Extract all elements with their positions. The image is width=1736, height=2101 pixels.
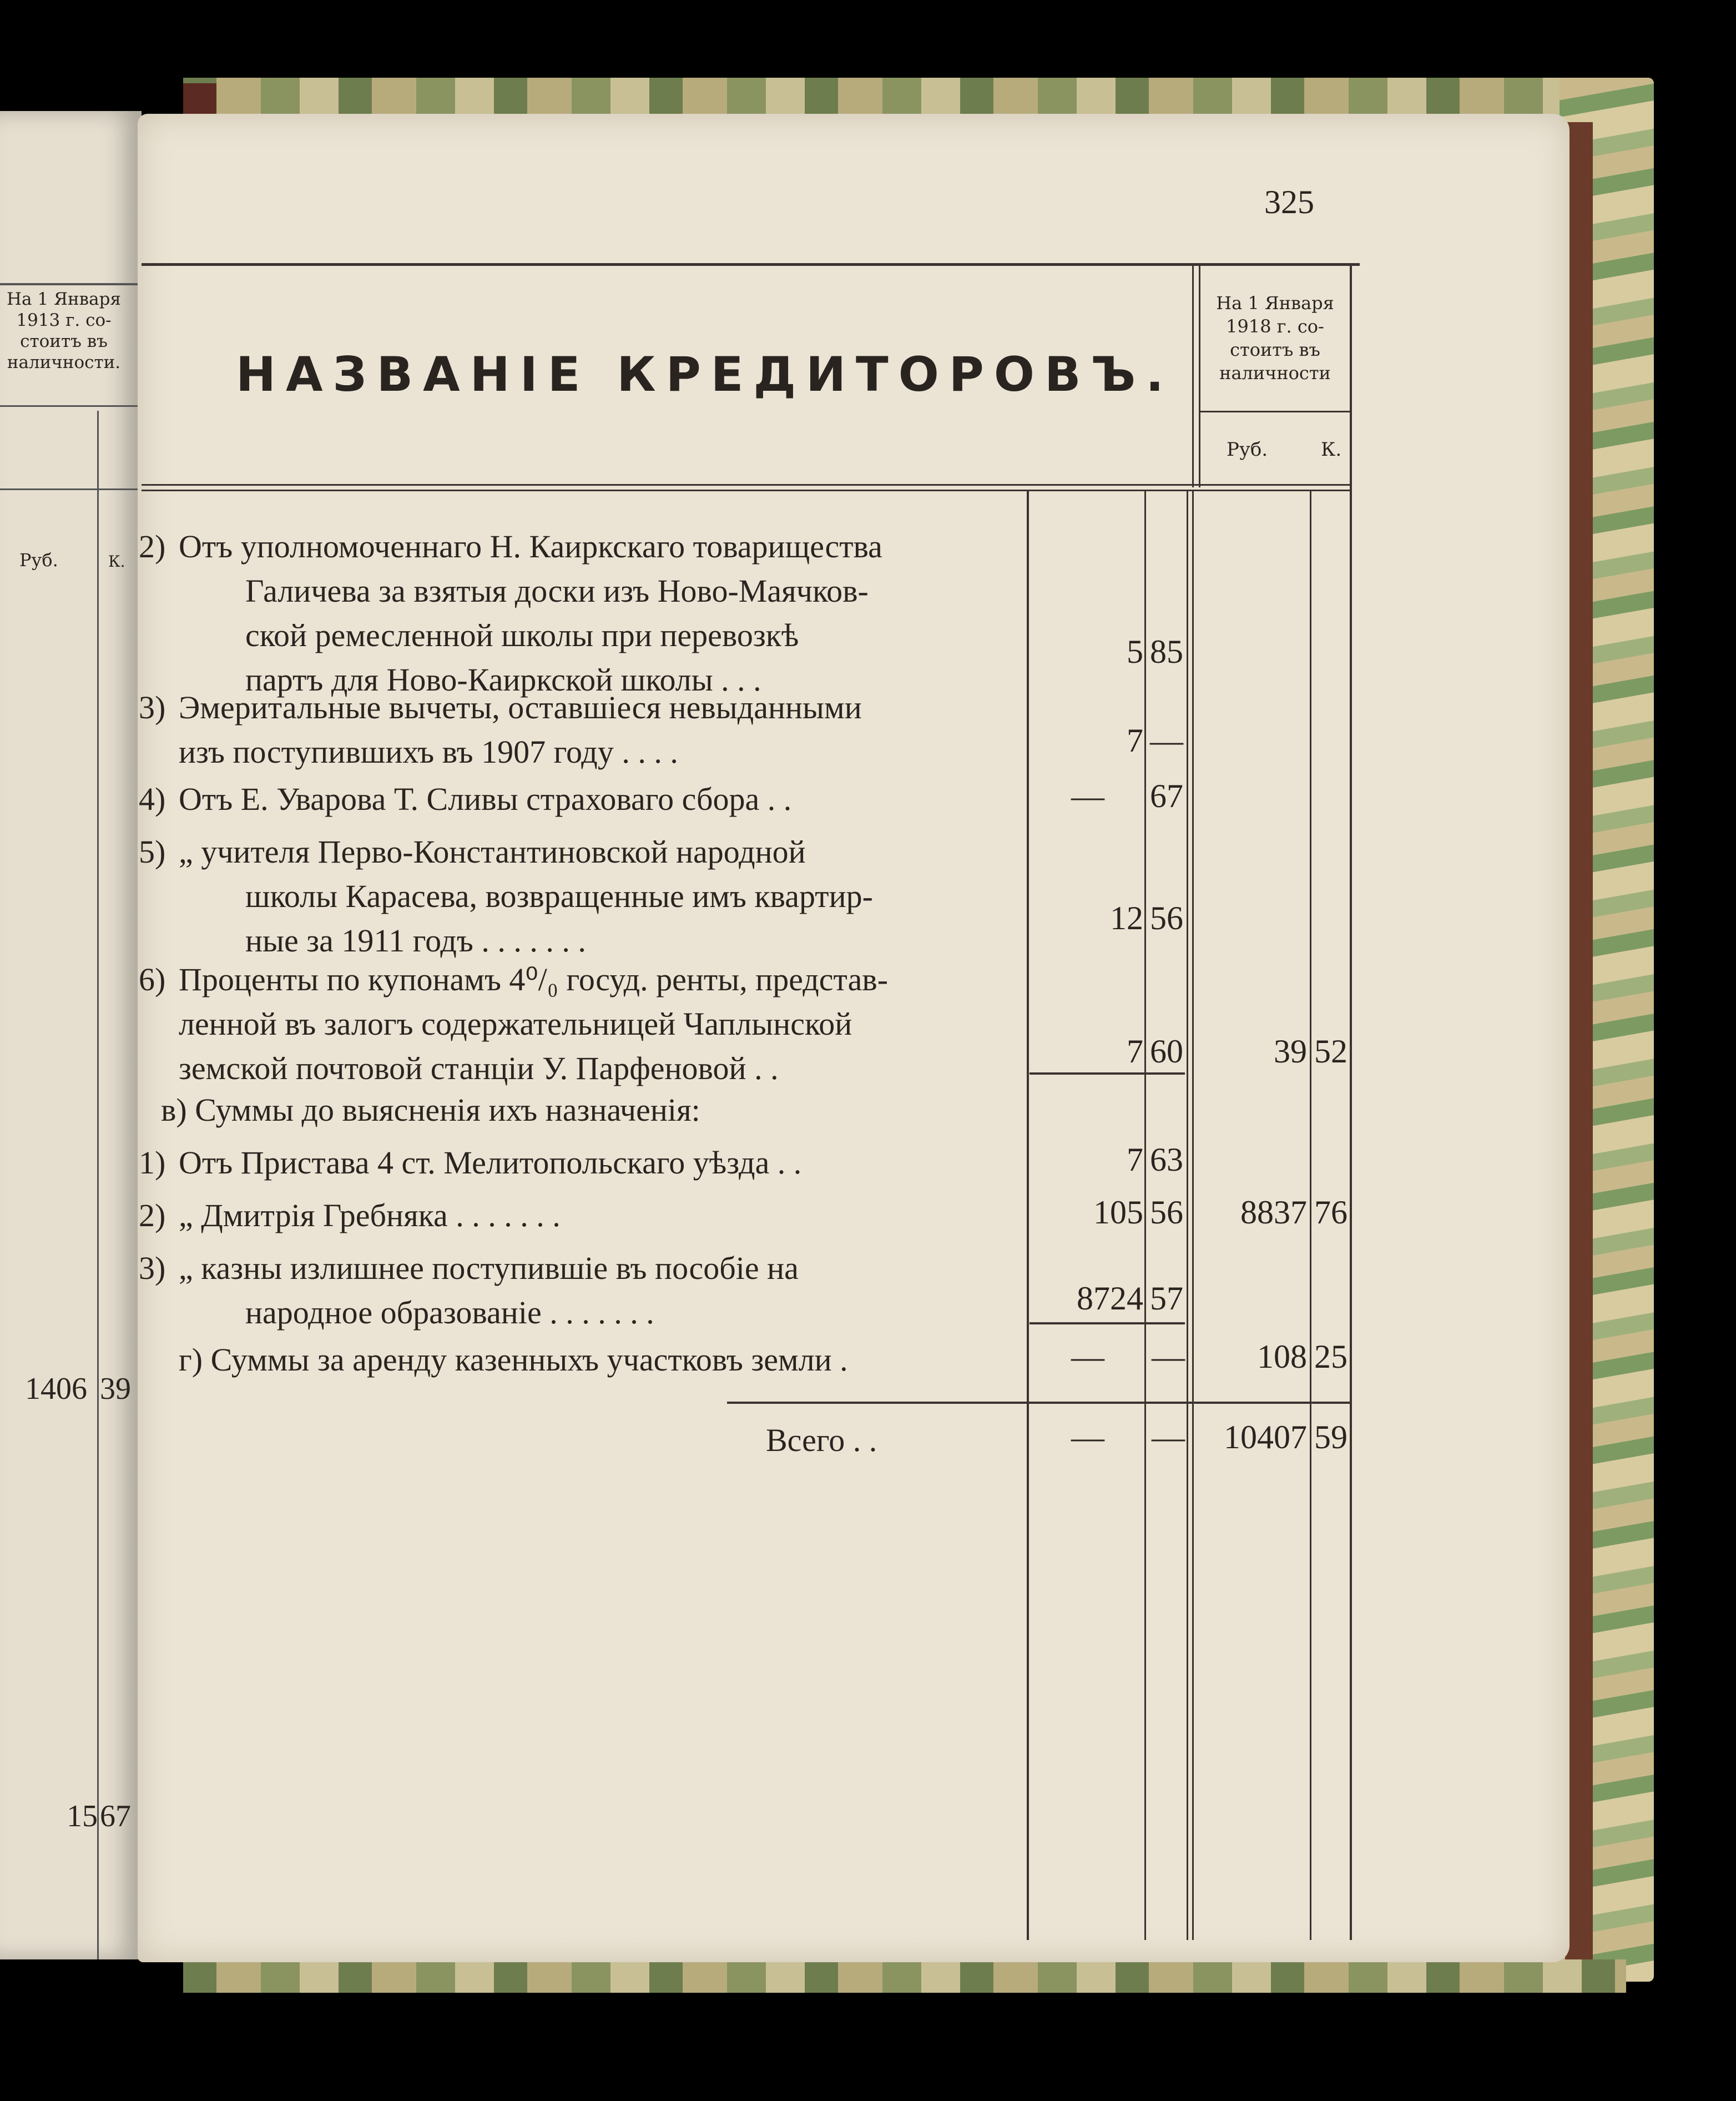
text-line: народное образованіе . . . . . . . [245, 1294, 654, 1331]
text-line: Отъ Е. Уварова Т. Сливы страховаго сбора . . [179, 781, 792, 817]
row-text [179, 686, 1144, 774]
text-line: в) Суммы до выясненія ихъ назначенія: [161, 1092, 700, 1128]
amount-rub: 12 [1110, 900, 1143, 936]
table-title: НАЗВАНІЕ КРЕДИТОРОВЪ. [236, 347, 1174, 402]
total-kop: 59 [1314, 1419, 1348, 1455]
amount-kop: 67 [100, 1799, 131, 1833]
header-line: На 1 Января [7, 289, 121, 309]
text-line: Отъ уполномоченнаго Н. Каиркскаго товарищества [179, 528, 882, 565]
header-line: стоитъ въ [20, 331, 108, 351]
total-row [766, 1418, 877, 1463]
rub-label: Руб. [19, 550, 58, 571]
rule [142, 263, 1360, 266]
sum-rule [1030, 1322, 1185, 1324]
row-label: 2) [139, 528, 166, 565]
amount-kop: — [1150, 722, 1183, 759]
text-line: ской ремесленной школы при перевозкѣ [245, 617, 799, 653]
row-text [179, 1193, 1144, 1238]
column-rule [1192, 265, 1194, 487]
amount-kop: — [1152, 1338, 1185, 1375]
header-line: наличности [1219, 362, 1331, 384]
total-kop: 25 [1314, 1338, 1348, 1375]
column-rule [1192, 491, 1194, 1940]
total-rule [727, 1402, 1351, 1404]
row-label: 3) [139, 1250, 166, 1286]
rule [0, 283, 139, 285]
text-line: „ Дмитрія Гребняка . . . . . . . [179, 1197, 561, 1233]
book-cover-bottom [183, 1959, 1626, 1993]
left-page-header [0, 289, 128, 373]
amount-rub: — [1071, 1419, 1104, 1455]
row-text [179, 1246, 1144, 1335]
amount-rub: 1406 [25, 1372, 87, 1406]
row-label: 2) [139, 1197, 166, 1233]
header-line: наличности. [7, 352, 121, 372]
row-label: 5) [139, 834, 166, 870]
rule [1199, 411, 1351, 412]
amount-kop: 67 [1150, 778, 1183, 814]
text-line: Проценты по купонамъ 4⁰/₀ госуд. ренты, представ- [179, 961, 889, 997]
rule [0, 488, 139, 490]
row-label: 1) [139, 1145, 166, 1181]
text-line: г) Суммы за аренду казенныхъ участковъ земли . [179, 1342, 848, 1378]
text-line: Отъ Пристава 4 ст. Мелитопольскаго уѣзда . . [179, 1145, 802, 1181]
text-line: „ учителя Перво-Константиновской народной [179, 834, 806, 870]
amount-rub: 7 [1127, 1033, 1143, 1070]
text-line: школы Карасева, возвращенные имъ квартир- [245, 878, 873, 914]
total-rub: 10407 [1224, 1419, 1307, 1455]
column-rule [1350, 264, 1352, 1940]
row-label: 4) [139, 781, 166, 817]
row-text [179, 1141, 1144, 1185]
text-line: изъ поступившихъ въ 1907 году . . . . [179, 734, 678, 770]
column-rule [1144, 491, 1146, 1940]
row-text [179, 525, 1144, 702]
total-kop: 76 [1314, 1194, 1348, 1231]
text-line: партъ для Ново-Каиркской школы . . . [245, 662, 761, 698]
amount-kop: — [1152, 1419, 1185, 1455]
amount-kop: 57 [1150, 1280, 1183, 1317]
header-line: На 1 Января [1216, 293, 1334, 314]
text-line: Эмеритальные вычеты, оставшіеся невыданными [179, 689, 862, 725]
total-label: Всего . . [766, 1422, 877, 1458]
column-rule [97, 411, 99, 1959]
text-line: Галичева за взятыя доски изъ Ново-Маячков- [245, 573, 869, 609]
kop-label: К. [1321, 439, 1342, 461]
rule [0, 405, 139, 407]
text-line: ные за 1911 годъ . . . . . . . [245, 923, 586, 959]
total-rub: 39 [1274, 1033, 1307, 1070]
left-page [0, 111, 142, 1959]
header-line: стоитъ въ [1230, 339, 1320, 360]
row-text [179, 958, 1144, 1091]
row-label: 3) [139, 689, 166, 725]
rule [142, 484, 1351, 486]
total-rub: 108 [1257, 1338, 1307, 1375]
column-rule [1310, 491, 1311, 1940]
amount-kop: 56 [1150, 900, 1183, 936]
amount-kop: 60 [1150, 1033, 1183, 1070]
page-number: 325 [1264, 184, 1314, 220]
right-column-header [1199, 291, 1351, 385]
amount-kop: 56 [1150, 1194, 1183, 1231]
amount-rub: — [1071, 778, 1104, 814]
amount-kop: 39 [100, 1372, 131, 1406]
total-rub: 8837 [1240, 1194, 1307, 1231]
text-line: ленной въ залогъ содержательницей Чаплынской [179, 1006, 852, 1042]
row-text [179, 777, 1144, 822]
kop-label: К. [108, 552, 125, 571]
amount-kop: 63 [1150, 1141, 1183, 1178]
text-line: земской почтовой станціи У. Парфеновой . . [179, 1050, 779, 1086]
header-line: 1913 г. со- [16, 310, 112, 330]
text-line: „ казны излишнее поступившіе въ пособіе на [179, 1250, 799, 1286]
row-text [179, 830, 1144, 963]
rub-label: Руб. [1227, 439, 1268, 461]
amount-rub: 8724 [1077, 1280, 1143, 1317]
amount-rub: 15 [67, 1799, 98, 1833]
header-line: 1918 г. со- [1226, 316, 1324, 337]
row-label: 6) [139, 961, 166, 997]
total-kop: 52 [1314, 1033, 1348, 1070]
amount-kop: 85 [1150, 633, 1183, 670]
amount-rub: — [1071, 1338, 1104, 1375]
amount-rub: 7 [1127, 722, 1143, 759]
amount-rub: 5 [1127, 633, 1143, 670]
rule [142, 490, 1351, 491]
sum-rule [1030, 1072, 1185, 1075]
amount-rub: 7 [1127, 1141, 1143, 1178]
amount-rub: 105 [1093, 1194, 1143, 1231]
